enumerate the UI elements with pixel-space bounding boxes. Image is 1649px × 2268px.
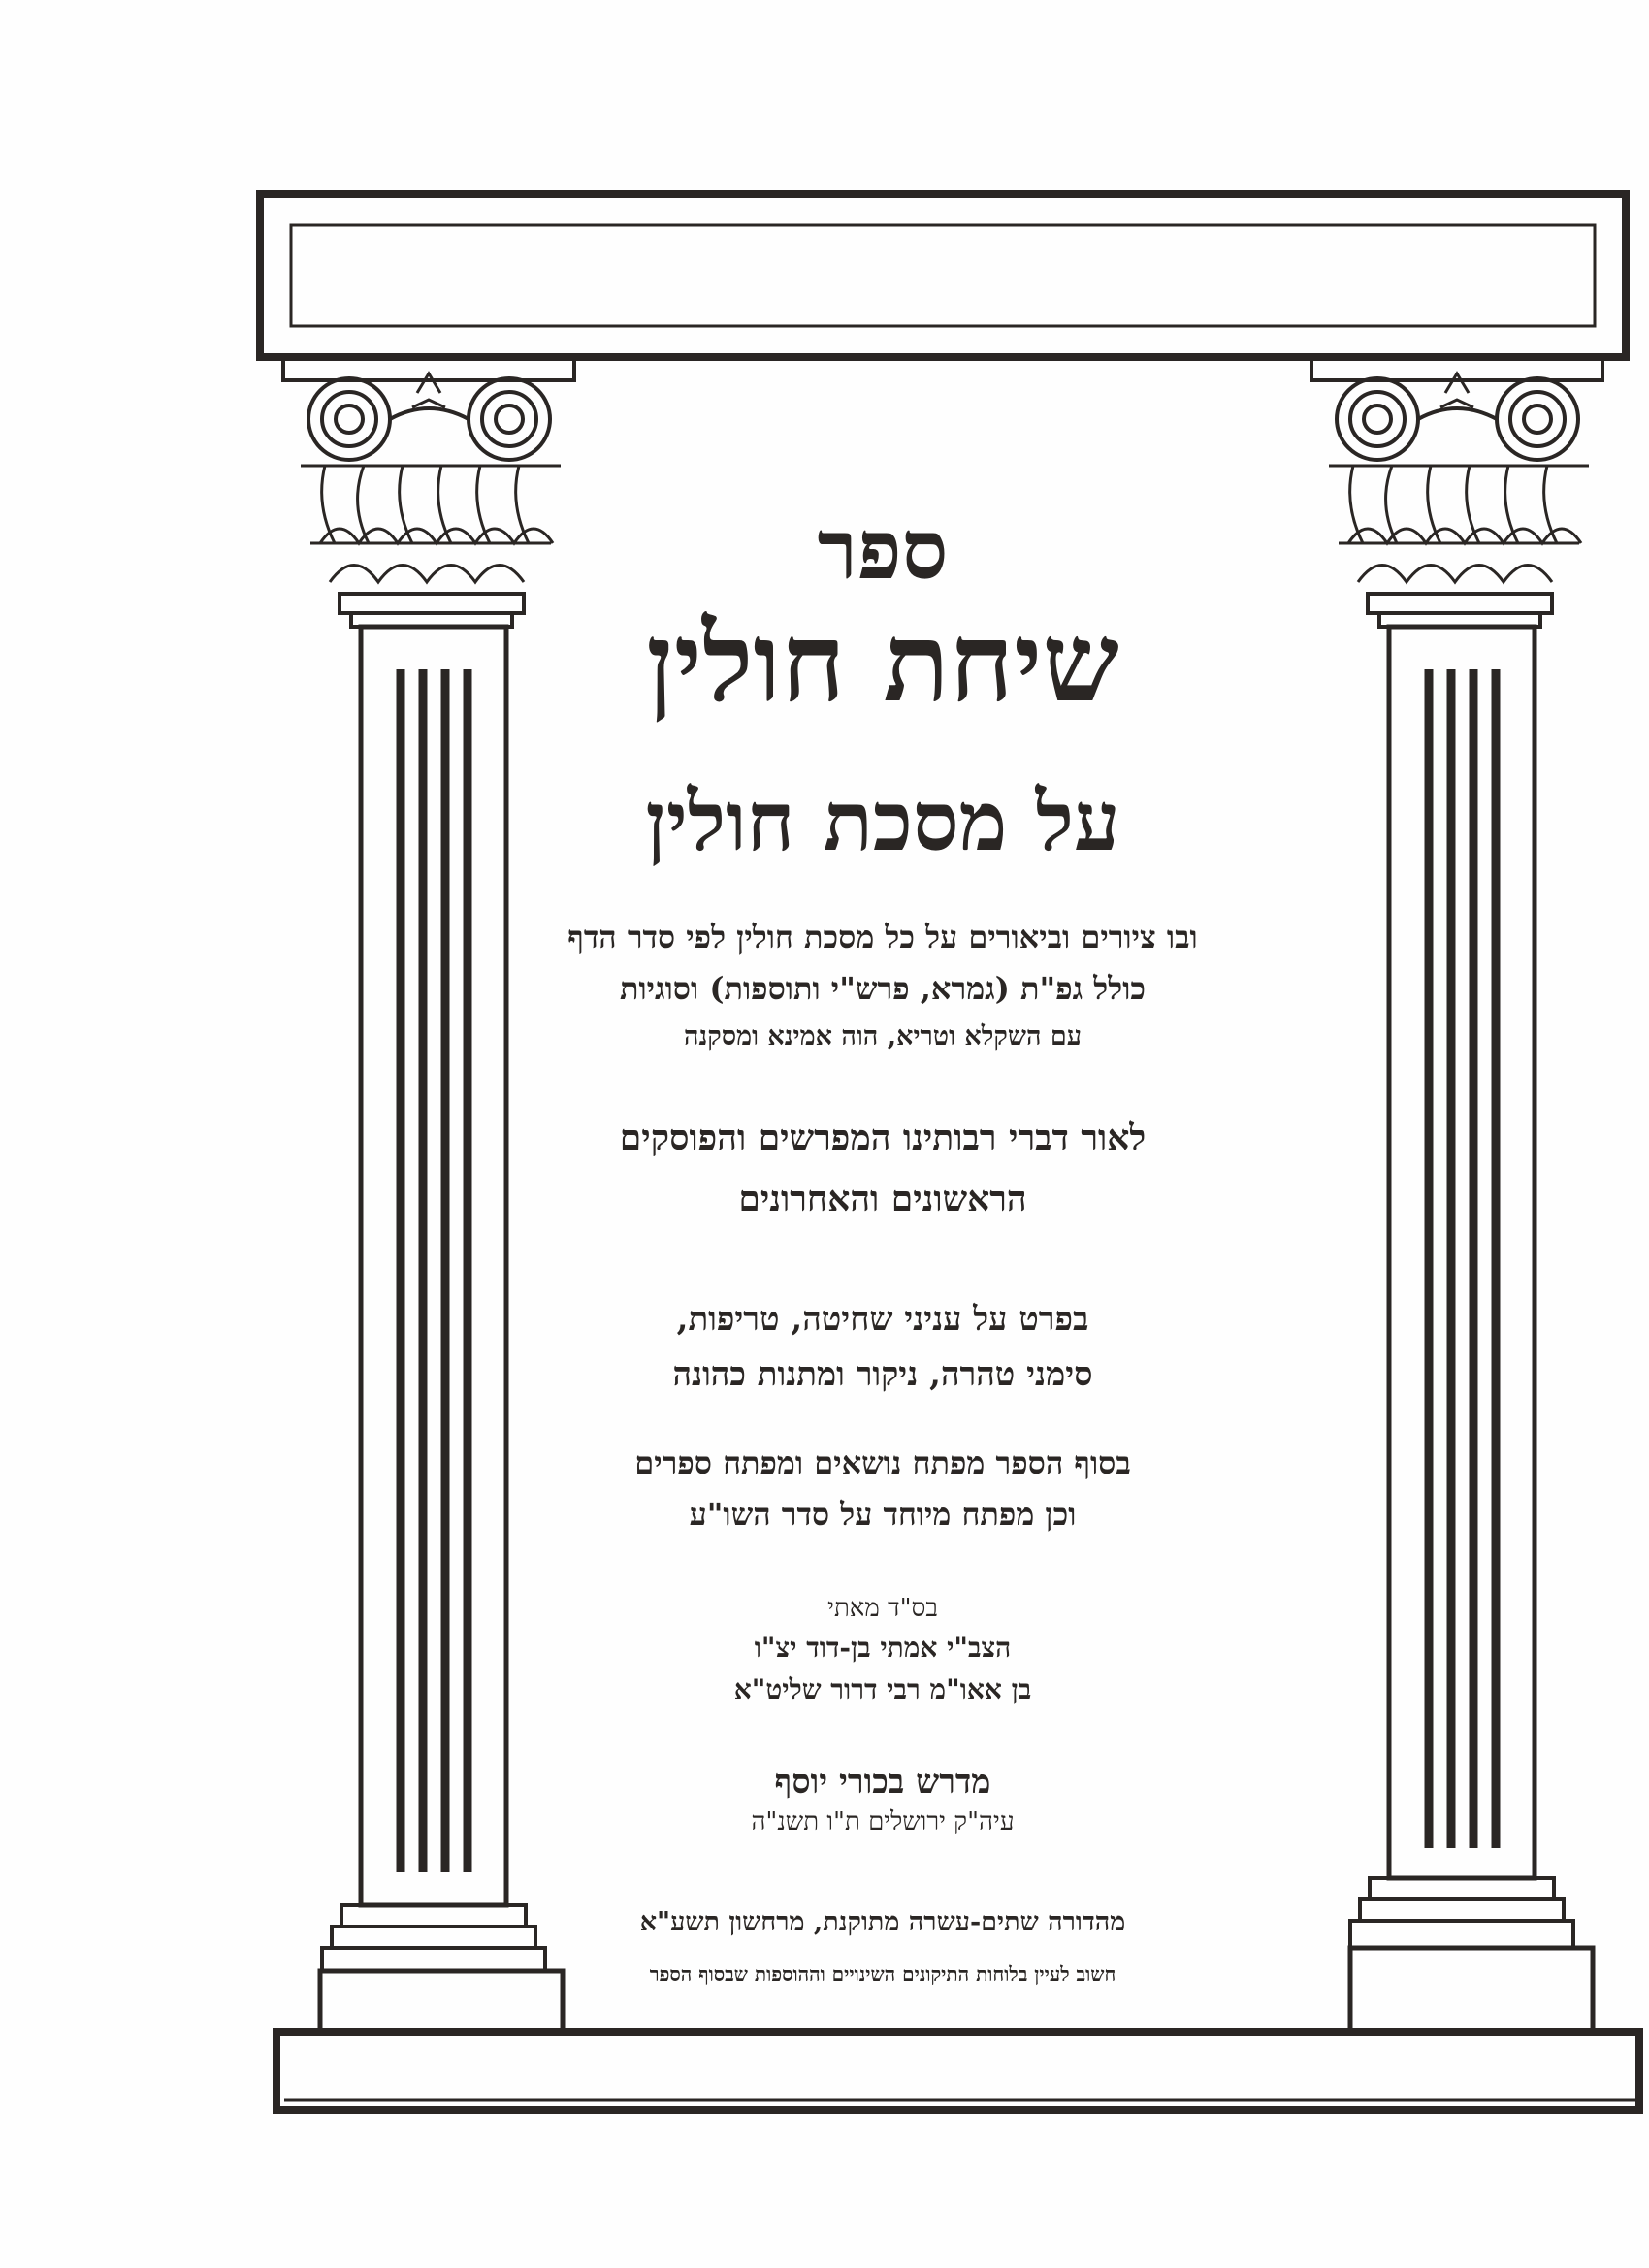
publisher-name: מדרש בכורי יוסף [774, 1763, 991, 1801]
author-parent: בן אאו"מ רבי דרור שליט"א [733, 1673, 1032, 1705]
author-by: בס"ד מאתי [827, 1594, 938, 1623]
edition-line: מהדורה שתים-עשרה מתוקנת, מרחשון תשע"א [639, 1907, 1126, 1937]
bottom-base [276, 2032, 1639, 2110]
top-lintel [260, 194, 1626, 357]
intro-line-2: כולל גפ"ת (גמרא, פרש"י ותוספות) וסוגיות [619, 970, 1147, 1007]
book-subtitle: על מסכת חולין [645, 773, 1120, 869]
right-column [1311, 359, 1602, 2032]
intro-line-1: ובו ציורים וביאורים על כל מסכת חולין לפי סדר הדף [567, 919, 1198, 956]
light-line-1: לאור דברי רבותינו המפרשים והפוסקים [619, 1118, 1147, 1158]
book-title: שיחת חולין [646, 599, 1119, 727]
sefer-heading: ספר [817, 502, 949, 598]
publisher-place: עיה"ק ירושלים ת"ו תשנ"ה [751, 1807, 1015, 1836]
light-line-2: הראשונים והאחרונים [738, 1179, 1027, 1219]
topics-line-2: סימני טהרה, ניקור ומתנות כהונה [672, 1355, 1093, 1394]
author-name: הצב"י אמתי בן-דוד יצ"ו [754, 1632, 1012, 1664]
errata-note: חשוב לעיין בלוחות התיקונים השינויים וההוספות שבסוף הספר [649, 1962, 1116, 1986]
index-line-1: בסוף הספר מפתח נושאים ומפתח ספרים [634, 1444, 1131, 1481]
index-line-2: וכן מפתח מיוחד על סדר השו"ע [689, 1496, 1077, 1533]
topics-line-1: בפרט על עניני שחיטה, טריפות, [676, 1300, 1089, 1339]
intro-line-3: עם השקלא וטריא, הוה אמינא ומסקנה [683, 1021, 1083, 1052]
